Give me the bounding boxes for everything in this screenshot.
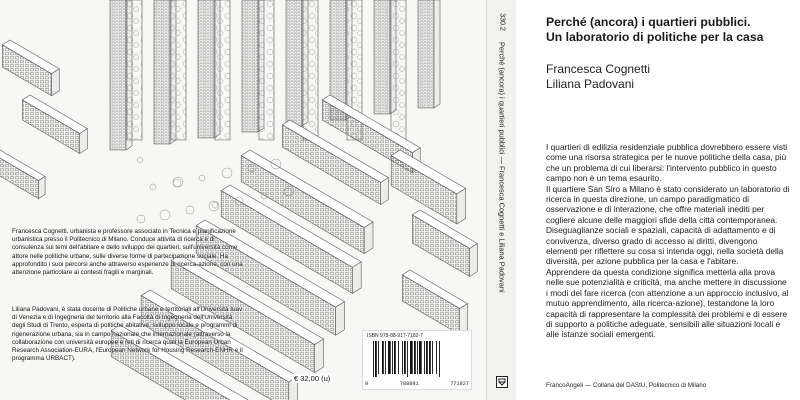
barcode-bar	[382, 341, 384, 374]
building-endwall	[364, 222, 373, 254]
barcode-bar	[385, 341, 386, 374]
building-endwall	[336, 302, 345, 336]
isbn-barcode	[362, 330, 472, 390]
title-line-2: Un laboratorio di politiche per la casa	[546, 30, 764, 44]
book-spine	[486, 0, 518, 400]
building-endwall	[457, 188, 466, 224]
spine-series-number	[487, 10, 517, 36]
ean-digits	[365, 381, 469, 387]
barcode-bar	[424, 341, 425, 374]
barcode-bar	[417, 341, 418, 374]
ean-left-group: 788891	[399, 381, 419, 387]
barcode-bar	[429, 341, 431, 374]
description-paragraph: Apprendere da questa condizione significa metterla alla prova nelle sue potenzialità e criticità, ma anche mettere in discussione i modi del fare ricerca (con attenzione a un approccio inclusivo, al mutuo apprendimento, alla ricerca-azione), testandone la loro capacità di rappresentare la complessità dei problemi e di essere di supporto a politiche adeguate, sensibili alle situazioni locali e alle istanze sociali emergenti.	[546, 266, 789, 340]
book-title	[546, 15, 796, 45]
isbn-label: ISBN 978-88-917-7182-7	[367, 333, 423, 339]
book-description	[546, 142, 790, 340]
building-endwall	[315, 339, 324, 373]
bio-text: Francesca Cognetti, urbanista e professore associato in Tecnica e pianificazione urbanistica presso il Politecnico di Milano. Conduce attività di ricerca e di consulenza sui temi dell'abitare e dello sviluppo dei quartieri, sull'università come attore nelle politiche urbane, sulle diverse forme di partecipazione sociale. Ha approfondito i suoi percorsi anche attraverso esperienze di ricerca-azione, con una attenzione particolare ai contesti fragili e marginali.	[12, 228, 243, 277]
ean-first-digit: 9	[365, 381, 369, 387]
author-bio-padovani	[12, 306, 246, 363]
barcode-bar	[378, 341, 379, 374]
barcode-bar	[373, 341, 374, 377]
ean-right-group: 771827	[450, 381, 469, 387]
tower-facade	[374, 0, 390, 114]
front-cover	[516, 0, 800, 400]
barcode-bar	[375, 341, 377, 377]
barcode-bar	[404, 341, 406, 374]
tower-facade	[242, 0, 258, 132]
tower-side	[434, 0, 440, 108]
courtyard-trees	[391, 0, 406, 140]
courtyard-trees	[259, 0, 274, 140]
tower-facade	[198, 0, 214, 138]
publisher-logo-icon	[496, 376, 508, 388]
description-paragraph: Il quartiere San Siro a Milano è stato considerato un laboratorio di ricerca in questa direzione, un campo paradigmatico di osservazione e di interazione, che offre materiali inediti per cogliere alcune delle maggiori sfide della città contemporanea.	[546, 183, 790, 225]
building-endwall	[352, 262, 361, 294]
barcode-bar	[392, 341, 393, 374]
courtyard-trees	[127, 0, 142, 140]
tower-facade	[110, 0, 126, 150]
title-line-1: Perché (ancora) i quartieri pubblici.	[546, 15, 751, 29]
tower-facade	[418, 0, 434, 108]
barcode-bar	[439, 341, 440, 377]
description-paragraph: I quartieri di edilizia residenziale pubblica dovrebbero essere visti come una risorsa strategica per le nuove politiche della casa, più che un problema di cui liberarsi: l'intervento pubblico in questo campo non è un tema esaurito.	[546, 142, 788, 184]
building-endwall	[52, 69, 60, 96]
barcode-bar	[398, 341, 399, 374]
authors	[546, 62, 650, 92]
barcode-bar	[414, 341, 416, 374]
barcode-bar	[410, 341, 413, 374]
author-padovani: Liliana Padovani	[546, 77, 635, 91]
courtyard-trees	[303, 0, 318, 140]
author-cognetti: Francesca Cognetti	[546, 62, 651, 76]
barcode-bar	[432, 341, 433, 374]
price-label: € 32,00 (u)	[294, 374, 331, 383]
barcode-bar	[436, 341, 437, 374]
courtyard-trees	[215, 0, 230, 140]
barcode-bar	[419, 341, 422, 374]
barcode-bar	[407, 341, 408, 377]
barcode-bar	[426, 341, 428, 374]
description-paragraph: Diseguaglianze sociali e spaziali, capacità di adattamento e di convivenza, diverso grado di accesso ai diritti, divengono elementi per riflettere su cosa si intenda oggi, nella società della diversità, per azione pubblica per la casa e l'abitare.	[546, 225, 784, 267]
spine-title: Perché (ancora) i quartieri pubblici — Francesca Cognetti e Liliana Padovani	[497, 42, 507, 293]
tower-facade	[286, 0, 302, 126]
publisher-series: FrancoAngeli — Collana del DAStU, Politecnico di Milano	[546, 382, 707, 389]
author-bio-cognetti	[12, 228, 246, 277]
courtyard-trees	[171, 0, 186, 140]
bio-text: Liliana Padovani, è stata docente di Politiche urbane e territoriali all'Università Iuav di Venezia e di Ingegneria del territorio alla Facoltà di Ingegneria dell'Università degli Studi di Trento, esperta di politiche abitative, sviluppo locale e programmi di rigenerazione urbana, sia in campo nazionale che internazionale (attraverso la collaborazione con università europee e reti di ricerca quali la European Urban Research Association-EURA, l'European Network for Housing Research-ENHR e il programma URBACT).	[12, 306, 243, 363]
barcode-bar	[388, 341, 391, 374]
building-endwall	[470, 244, 478, 277]
barcode-bar	[402, 341, 403, 374]
barcode-bars	[371, 341, 463, 377]
tower-facade	[154, 0, 170, 144]
building-endwall	[39, 176, 46, 198]
series-number-text: 330.2	[498, 13, 506, 31]
building-endwall	[381, 178, 389, 205]
barcode-bar	[394, 341, 396, 374]
